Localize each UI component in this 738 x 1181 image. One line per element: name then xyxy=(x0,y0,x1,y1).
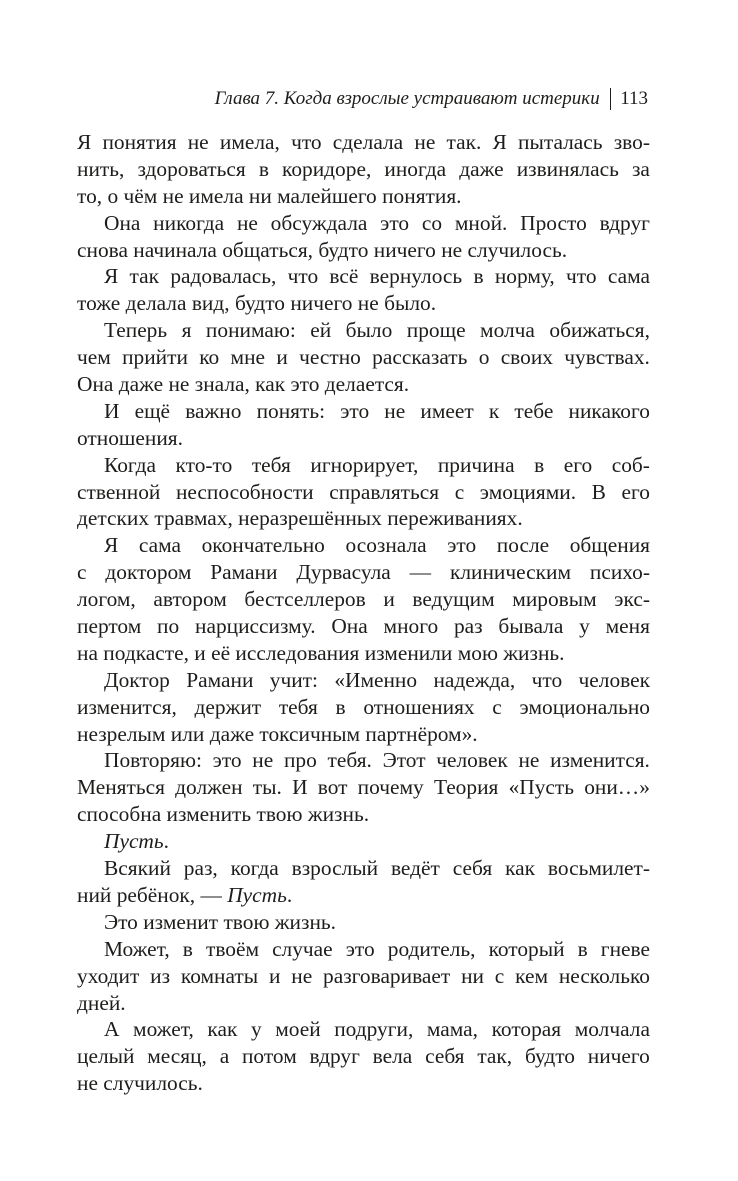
italic-text: Пусть xyxy=(104,829,164,854)
word: никакого xyxy=(568,398,650,423)
text-line xyxy=(77,1016,650,1043)
text-line xyxy=(77,317,650,344)
word: прийти xyxy=(122,345,188,370)
word: и xyxy=(268,963,281,988)
word: за xyxy=(631,156,650,181)
word: отношениях xyxy=(363,694,475,719)
word: тебе xyxy=(514,398,554,423)
word: тебя xyxy=(251,452,291,477)
word: обижаться, xyxy=(549,318,650,343)
word: человек xyxy=(436,748,508,773)
word: что xyxy=(287,264,319,289)
word: с xyxy=(492,694,502,719)
word: так. xyxy=(446,130,482,154)
word: ведущим xyxy=(412,587,495,612)
word: ничего xyxy=(587,1044,650,1069)
word: «Пусть xyxy=(508,775,575,800)
word: как xyxy=(207,1017,238,1042)
line-content xyxy=(77,371,409,398)
text-line xyxy=(77,963,650,990)
word: по xyxy=(157,614,180,639)
line-content xyxy=(77,882,292,909)
word: — xyxy=(409,560,432,585)
line-text: то, о чём не имела ни малейшего понятия. xyxy=(77,183,462,208)
word: Доктор xyxy=(104,667,170,692)
word: пертом xyxy=(77,614,142,639)
line-text: не случилось. xyxy=(77,1071,203,1096)
word: понятия xyxy=(102,130,177,154)
word: всё xyxy=(329,264,359,289)
line-content xyxy=(104,909,336,936)
word: ей xyxy=(310,318,332,343)
word: держит xyxy=(194,694,262,719)
word: в xyxy=(473,264,484,289)
word: раз xyxy=(453,614,483,639)
text-line xyxy=(77,1070,650,1097)
word: Рамани xyxy=(210,560,278,585)
word: не xyxy=(187,130,209,154)
text-line xyxy=(77,936,650,963)
line-content xyxy=(77,801,369,828)
line-content xyxy=(77,1070,203,1097)
text-line xyxy=(77,828,650,855)
word: его xyxy=(621,479,650,504)
text-line xyxy=(77,559,650,586)
word: чувствах. xyxy=(564,345,650,370)
word: подруги, xyxy=(334,1017,414,1042)
word: чем xyxy=(77,345,111,370)
word: вдруг xyxy=(599,210,650,235)
word: много xyxy=(383,614,439,639)
word: осознала xyxy=(345,533,427,558)
text-line xyxy=(77,398,650,425)
word: игнорирует, xyxy=(310,452,419,477)
text-line xyxy=(77,505,650,532)
word: его xyxy=(563,452,593,477)
word: учит: xyxy=(269,667,318,692)
word: я xyxy=(181,318,192,343)
text-line xyxy=(77,640,650,667)
word: ко xyxy=(199,345,220,370)
word: общения xyxy=(569,533,650,558)
word: клиническим xyxy=(449,560,572,585)
word: соб- xyxy=(611,452,650,477)
word: будто xyxy=(524,1044,575,1069)
text-line xyxy=(77,210,650,237)
word: ственной xyxy=(77,479,161,504)
word: с xyxy=(454,479,465,504)
text-line xyxy=(77,344,650,371)
word: в xyxy=(335,694,346,719)
line-content xyxy=(77,290,436,317)
word: Я xyxy=(104,533,119,558)
word: тебя. xyxy=(327,748,372,773)
word: Рамани xyxy=(186,667,254,692)
word: это xyxy=(380,210,410,235)
line-content xyxy=(77,183,462,210)
text-line xyxy=(77,532,650,559)
line-content xyxy=(77,721,478,748)
word: мама, xyxy=(426,1017,479,1042)
word: никогда xyxy=(153,210,225,235)
word: неспособности xyxy=(175,479,314,504)
word: нарциссизму. xyxy=(195,614,316,639)
word: иногда xyxy=(384,156,447,181)
word: сделала xyxy=(332,130,404,154)
word: проще xyxy=(406,318,466,343)
text-line xyxy=(77,129,650,156)
word: это xyxy=(340,398,370,423)
word: молча xyxy=(480,318,535,343)
word: имеет xyxy=(420,398,474,423)
text-line xyxy=(77,909,650,936)
word: А xyxy=(104,1017,120,1042)
body-text xyxy=(77,129,650,1097)
word: логом, xyxy=(77,587,136,612)
word: ведёт xyxy=(390,856,440,881)
word: у xyxy=(579,614,590,639)
text-line xyxy=(77,452,650,479)
text-line xyxy=(77,479,650,506)
word: «Именно xyxy=(334,667,418,692)
word: эмоционально xyxy=(519,694,650,719)
line-content xyxy=(77,237,567,264)
word: ты. xyxy=(252,775,282,800)
word: взрослый xyxy=(291,856,379,881)
word: несколько xyxy=(558,963,650,988)
word: своих xyxy=(500,345,553,370)
text-line xyxy=(77,613,650,640)
text-line xyxy=(77,1043,650,1070)
word: честно xyxy=(299,345,361,370)
word: а xyxy=(219,1044,230,1069)
word: кто-то xyxy=(175,452,233,477)
word: как xyxy=(505,856,536,881)
line-text: на подкасте, и её исследования изменили мою жизнь. xyxy=(77,640,565,665)
word: бестселлеров xyxy=(244,587,366,612)
word: ещё xyxy=(134,398,171,423)
text-line xyxy=(77,694,650,721)
word: сама xyxy=(607,264,650,289)
word: что xyxy=(566,264,597,289)
line-content xyxy=(77,990,126,1017)
word: восьмилет- xyxy=(547,856,650,881)
running-head xyxy=(215,88,648,110)
word: тебя xyxy=(278,694,318,719)
word: в xyxy=(577,936,588,961)
header-divider xyxy=(610,88,612,110)
word: Просто xyxy=(520,210,587,235)
line-content xyxy=(77,505,523,532)
word: не xyxy=(252,748,274,773)
word: норму, xyxy=(494,264,555,289)
word: из xyxy=(150,963,171,988)
word: Когда xyxy=(104,452,156,477)
text-line xyxy=(77,263,650,290)
word: радовалась, xyxy=(170,264,277,289)
text-line xyxy=(77,774,650,801)
word: даже xyxy=(459,156,504,181)
word: так, xyxy=(477,1044,513,1069)
line-text: снова начинала общаться, будто ничего не случилось. xyxy=(77,237,568,262)
word: так xyxy=(129,264,160,289)
word: не xyxy=(236,210,258,235)
italic-text: Пусть xyxy=(227,882,287,907)
word: себя xyxy=(452,856,493,881)
word: что xyxy=(291,130,322,154)
word: с xyxy=(77,560,87,585)
word: что xyxy=(531,667,563,692)
word: целый xyxy=(77,1044,135,1069)
word: и xyxy=(383,587,395,612)
chapter-title: Глава 7. Когда взрослые устраивают истерики xyxy=(214,88,600,109)
line-content xyxy=(104,828,169,855)
word: вот xyxy=(317,775,348,800)
word: Я xyxy=(492,130,507,154)
word: твоём xyxy=(205,936,259,961)
word: себя xyxy=(425,1044,465,1069)
word: коридоре, xyxy=(282,156,372,181)
word: должен xyxy=(175,775,243,800)
text-line xyxy=(77,290,650,317)
word: эмоциями. xyxy=(479,479,577,504)
word: Меняться xyxy=(77,775,165,800)
word: родитель, xyxy=(387,936,476,961)
word: мировым xyxy=(512,587,597,612)
text-line xyxy=(77,801,650,828)
word: вернулось xyxy=(369,264,463,289)
word: человек xyxy=(578,667,650,692)
word: комнаты xyxy=(180,963,259,988)
word: к xyxy=(488,398,500,423)
line-text: способна изменить твою жизнь. xyxy=(77,802,370,827)
text-line xyxy=(77,882,650,909)
word: гневе xyxy=(600,936,650,961)
word: вдруг xyxy=(309,1044,360,1069)
word: в xyxy=(182,936,193,961)
word: не xyxy=(291,963,313,988)
word: извинялась xyxy=(516,156,619,181)
word: И xyxy=(104,398,120,423)
word: психо- xyxy=(589,560,650,585)
word: сама xyxy=(138,533,182,558)
word: здороваться xyxy=(137,156,246,181)
text-line xyxy=(77,667,650,694)
word: Теперь xyxy=(104,318,168,343)
line-content xyxy=(77,425,183,452)
text-line xyxy=(77,183,650,210)
word: доктором xyxy=(105,560,192,585)
word: после xyxy=(496,533,550,558)
line-text: . xyxy=(163,829,169,854)
word: справляться xyxy=(329,479,440,504)
word: окончательно xyxy=(201,533,325,558)
line-content xyxy=(77,640,565,667)
word: мне xyxy=(230,345,266,370)
word: у xyxy=(250,1017,262,1042)
word: Она xyxy=(331,614,368,639)
word: и xyxy=(276,345,288,370)
word: это xyxy=(345,936,375,961)
word: понять: xyxy=(256,398,326,423)
word: Этот xyxy=(382,748,426,773)
word: когда xyxy=(230,856,279,881)
text-line xyxy=(77,721,650,748)
word: В xyxy=(591,479,606,504)
word: Всякий xyxy=(104,856,171,881)
word: Дурвасула xyxy=(296,560,391,585)
word: нить, xyxy=(77,156,125,181)
line-text: незрелым или даже токсичным партнёром». xyxy=(77,721,478,746)
word: кем xyxy=(515,963,549,988)
word: экс- xyxy=(614,587,650,612)
word: надежда, xyxy=(433,667,516,692)
word: было xyxy=(345,318,393,343)
word: имела, xyxy=(219,130,280,154)
line-text: отношения. xyxy=(77,425,183,450)
word: про xyxy=(283,748,317,773)
word: изменится. xyxy=(550,748,650,773)
word: это xyxy=(447,533,477,558)
text-line xyxy=(77,855,650,882)
word: причина xyxy=(437,452,515,477)
word: в xyxy=(258,156,269,181)
word: зво- xyxy=(613,130,650,154)
word: случае xyxy=(272,936,333,961)
word: автором xyxy=(153,587,227,612)
word: мной. xyxy=(454,210,508,235)
word: со xyxy=(421,210,443,235)
word: Я xyxy=(104,264,119,289)
text-line xyxy=(77,371,650,398)
text-line xyxy=(77,586,650,613)
word: важно xyxy=(185,398,242,423)
line-text: детских травмах, неразрешённых переживаниях. xyxy=(77,506,523,531)
word: И xyxy=(292,775,308,800)
word: почему xyxy=(357,775,424,800)
text-line xyxy=(77,237,650,264)
word: это xyxy=(212,748,242,773)
word: раз, xyxy=(183,856,218,881)
word: уходит xyxy=(77,963,140,988)
line-text: тоже делала вид, будто ничего не было. xyxy=(77,291,437,316)
line-text: дней. xyxy=(77,990,126,1015)
word: меня xyxy=(605,614,650,639)
word: Она xyxy=(104,210,141,235)
word: Повторяю: xyxy=(104,748,202,773)
word: бывала xyxy=(498,614,564,639)
text-line xyxy=(77,990,650,1017)
word: потом xyxy=(241,1044,297,1069)
line-text: Это изменит твою жизнь. xyxy=(104,909,336,934)
word: Может, xyxy=(104,936,170,961)
word: они…» xyxy=(584,775,650,800)
word: не xyxy=(384,398,406,423)
word: вела xyxy=(372,1044,413,1069)
word: Теория xyxy=(433,775,499,800)
word: не xyxy=(518,748,540,773)
word: которая xyxy=(491,1017,562,1042)
word: не xyxy=(414,130,436,154)
word: моей xyxy=(275,1017,321,1042)
line-text: Она даже не знала, как это делается. xyxy=(77,372,410,397)
word: в xyxy=(534,452,545,477)
word: Я xyxy=(77,130,92,154)
word: понимаю: xyxy=(205,318,296,343)
word: с xyxy=(494,963,505,988)
word: рассказать xyxy=(372,345,468,370)
word: месяц, xyxy=(147,1044,207,1069)
word: который xyxy=(488,936,565,961)
word: ни xyxy=(461,963,484,988)
line-text: . xyxy=(286,882,293,907)
text-line xyxy=(77,156,650,183)
word: разговаривает xyxy=(323,963,451,988)
page-number: 113 xyxy=(620,88,648,109)
word: обсуждала xyxy=(270,210,368,235)
line-text: ний ребёнок, — xyxy=(77,882,228,907)
word: молчала xyxy=(574,1017,650,1042)
text-line xyxy=(77,747,650,774)
text-line xyxy=(77,425,650,452)
word: может, xyxy=(133,1017,194,1042)
word: пыталась xyxy=(518,130,603,154)
word: о xyxy=(478,345,490,370)
word: изменится, xyxy=(77,694,177,719)
